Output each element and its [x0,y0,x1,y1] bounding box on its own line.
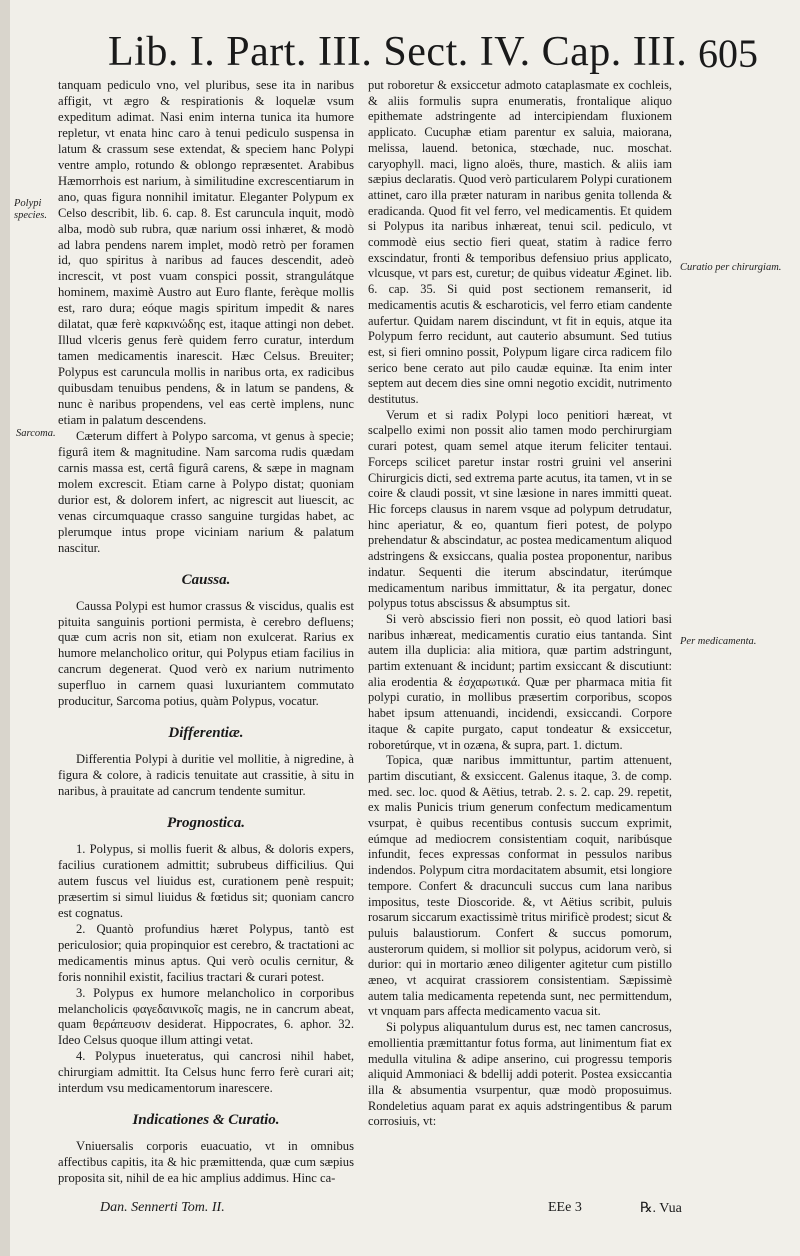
section-heading-causa: Caussa. [181,571,231,588]
left-column [58,78,354,1187]
paragraph: Si verò abscissio fieri non possit, eò quod latiori basi naribus inhæreat, medicamentis curatio eius tantanda. Sint autem illa duplicia: alia mitiora, quæ partim adstringunt, partim extenuant & incidunt; partim exsiccant & discutiunt: alia erodentia & ἐσχαρωτικά. Quæ per pharmaca mitia fit polypi curatio, in mollibus præsertim corporibus, scopos habet ipsum attenuandi, incidendi, exsiccandi. Corpore itaque & capite purgato, caput tondeatur & exsiccetur, roboretúrque, vt in ozæna, & supra, part. 1. dictum. [368,611,672,752]
section-heading-prognostica: Prognostica. [167,815,245,832]
paragraph: Verum et si radix Polypi loco penitiori hæreat, vt scalpello eximi non possit alio tamen modo perchirurgiam curari potest, quam semel atque iterum feliciter tentaui. Forceps scilicet paretur instar rostri gruini vel anserini Chirurgicis dicti, sed extrema parte acutus, ita tamen, vt in se coire & claudi possit, vt sine læsione in nares immitti queat. Hic forceps clausus in narem vsque ad polypum detrudatur, hinc aperiatur, & eo, quantum fieri potest, de polypo prehendatur & abscindatur, ac postea medicamentum aliquod adstringens & exsiccans, qualia postea proponentur, naribus indatur. Sequenti die iterum abscindatur, iterúmque medicamentum naribus immittatur, & ita pergatur, donec polypus totus abscissus & absumptus sit. [368,407,672,611]
section-heading-differentiae: Differentiæ. [168,725,244,742]
paragraph: Cæterum differt à Polypo sarcoma, vt genus à specie; figurâ item & magnitudine. Nam sarcoma rudis quædam carnis massa est, certâ figurâ carens, & sæpe in magnam molem excrescit. Etiam carne à Polypo distat; quoniam durior est, & dolorem infert, ac nigrescit aut liuescit, ac venas circumquaque crasso sanguine turgidas habet, ac plerumque intus prope viciniam narium & palatum nascitur. [58,428,354,555]
list-item: 1. Polypus, si mollis fuerit & albus, & doloris expers, facilius curationem admittit; subrubeus difficilius. Qui autem fuscus vel liuidus est, curationem penè respuit; præsertim si simul liuidus & fœtidus sit; quoniam cancro est cognatus. [58,841,354,920]
paragraph: Caussa Polypi est humor crassus & viscidus, qualis est pituita sanguinis portioni permista, è cerebro defluens; quæ cum acris non sit, etiam non exulcerat. Rarius ex humore melancholico oritur, qui Polypus etiam facilius in cancrum degenerat. Quod verò ex narium nutrimento superfluo in carnem quasi luxuriantem commutato producitur, Sarcoma potius, quàm Polypus, vocatur. [58,598,354,709]
marginal-note-sarcoma: Sarcoma. [16,428,56,439]
page-gutter-shadow [0,0,10,1256]
footer-author: Dan. Sennerti Tom. II. [100,1200,225,1215]
paragraph: tanquam pediculo vno, vel pluribus, sese ita in naribus affigit, vt ægro & respirationis & loquelæ vsum expeditum adimat. Nasi enim interna tunica ita humore repletur, vt enata hinc caro à tenui pediculo suspensa in latum & crassum sese extendat, & speciem hanc Polypi ventre amplo, rotundo & oblongo repræsentet. Arabibus Hæmorrhois est narium, à similitudine excrescentiarum in ano, quas figura nonnihil imitatur. Eleganter Polypum ex Celso describit, lib. 6. cap. 8. Est caruncula inquit, modò alba, modò sub rubra, quæ narium ossi inhæret, & modò ad labra pendens narem implet, modò retrò per foramen id, quo spiritus à naribus ad fauces descendit, adeò increscit, vt post vuam conspici possit, strangulátque hominem, maximè Austro aut Euro flante, ferèque mollis est, raro dura; eóque magis spiritum impedit & nares dilatat, quæ ferè καρκινώδης est, itaque attingi non debet. Illud vlceris genus ferè quidem ferro curatur, interdum tamen medicamentis inarescit. Hæc Celsus. Breuiter; Polypus est caruncula mollis in naribus orta, ex radicibus quibusdam tenuibus pendens, & in latum se pandens, & nunc è naribus propendens, vel eas certè implens, nunc etiam in palatum descendens. [58,78,354,428]
header-title: Lib. I. Part. III. Sect. IV. Cap. III. [108,29,688,75]
paragraph: Vniuersalis corporis euacuatio, vt in omnibus affectibus capitis, ita & hic præmittenda, quæ cum sæpius proposita sit, nihil de ea hic amplius addimus. Hinc ca- [58,1139,354,1186]
marginal-note-per-medicamenta: Per medicamenta. [680,636,757,647]
section-heading-indicationes: Indicationes & Curatio. [132,1112,280,1129]
paragraph: Si polypus aliquantulum durus est, nec tamen cancrosus, emollientia præmittantur fotus forma, aut linimentum fiat ex medulla vitulina & adipe anserino, cui progressu temporis aliquid Ammoniaci & bdellij addi poterit. Postea exsiccantia illa & absumentia vsurpentur, quæ modò proposuimus. Rondeletius aquam parat ex aquis adstringentibus & parum corrosiuis, vt: [368,1020,672,1129]
footer-catchword: ℞. Vua [640,1201,682,1216]
list-item: 4. Polypus inueteratus, qui cancrosi nihil habet, chirurgiam admittit. Ita Celsus hunc ferro ferè curari ait; interdum vsu medicamentorum inarescere. [58,1049,354,1096]
list-item: 3. Polypus ex humore melancholico in corporibus melancholicis φαγεδαινικοῖς magis, ne in cancrum abeat, quam θεράπευσιν desiderat. Hippocrates, 6. aphor. 32. Ideo Celsus quoque illum attingi vetat. [58,985,354,1048]
running-header [108,28,758,84]
marginal-note-curatio-chirurgiam: Curatio per chirurgiam. [680,262,782,273]
paragraph: put roboretur & exsiccetur admoto cataplasmate ex cochleis, & aliis formulis supra enumeratis, frontalique aliquo epithemate adstringente ad intercipiendam fluxionem applicato. Cucuphæ etiam parentur ex saluia, maiorana, melissa, lauend. betonica, stœchade, nuc. moschat. caryophyll. maci, ligno aloës, thure, mastich. & aliis iam sæpius declaratis. Quod verò particularem Polypi curationem attinet, caro illa præter naturam in naribus genita tollenda & eradicanda. Quod fit vel ferro, vel medicamentis. Et quidem si Polypus ita naribus inhæreat, tenui scil. pediculo, vt commodè eius sectio fieri queat, statim à radice ferro exscindatur, fronti & temporibus defensiuo prius applicato, vlcusque, vt pars est, curetur; de quibus videatur Æginet. lib. 6. cap. 35. Si quid post sectionem remanserit, id medicamentis acutis & escharoticis, vel ferro etiam candente aufertur. Quidam narem discindunt, vt fit in equis, atque ita Polypum ferro recidunt, aut cauterio absumunt. Sed tutius est, si fieri omnino possit, Polypum ligare circa radicem filo serico bene cerato aut pilo caudæ equinæ. Ita enim inter septem aut decem dies sine omni negotio excidit, nutrimento destitutus. [368,78,672,407]
page-number: 605 [698,31,758,76]
right-column [368,78,672,1130]
paragraph: Differentia Polypi à duritie vel mollitie, à nigredine, à figura & colore, à radicis tenuitate aut crassitie, à situ in naribus, à prauitate ad cancrum tendente sumitur. [58,752,354,799]
paragraph: Topica, quæ naribus immittuntur, partim attenuent, partim discutiant, & exsiccent. Galenus itaque, 3. de comp. med. sec. loc. quod & Aëtius, tetrab. 2. s. 2. cap. 29. repetit, ex malis Punicis trium generum confectum medicamentum vsurpat, è quibus recentibus contusis succum exprimit, eúmque ad mediocrem consistentiam coquit, naribúsque infundit, feces expressas conformat in pessulos naribus indendos. Polypum citra mordacitatem absumit, etsi longiore tempore. Confert & dracunculi succus cum lana naribus impositus, teste Dioscoride. &, vt Aëtius scribit, puluis rosarum siccarum exactissimè tritus mirificè prodest; sicut & puluis balaustiorum. Confert & succus pomorum, austerorum quidem, si mollior sit polypus, acidorum verò, si durior: qui in mortario æneo diligenter agitetur cum pistillo æneo, vt acquirat crassiorem consistentiam. Sæpissimè autem talia medicamenta repetenda sunt, nec permittendum, vt vnquam pars affecta medicamento vacua sit. [368,753,672,1019]
footer-signature: EEe 3 [548,1200,582,1215]
list-item: 2. Quantò profundius hæret Polypus, tantò est periculosior; quia propinquior est cerebro, & tractationi ac medicamentis minus aptus. Qui verò oculis cernitur, & foris nonnihil existit, facilius tractari & curari potest. [58,921,354,984]
marginal-note-polypi-species: Polypi species. [14,198,47,221]
